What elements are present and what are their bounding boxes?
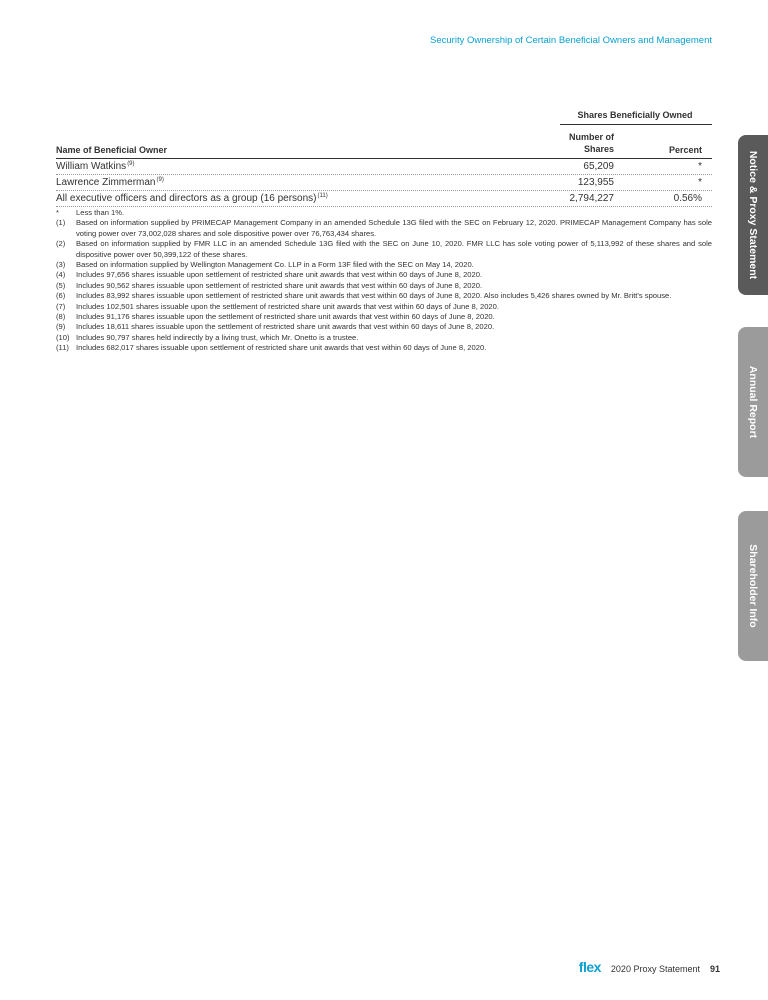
owner-name: [56, 177, 164, 188]
owner-footnote-ref: (9): [127, 161, 135, 167]
footnotes: [56, 208, 712, 354]
page-header-title: Security Ownership of Certain Beneficial Owners and Management: [430, 35, 712, 46]
shares-value: 2,794,227: [569, 193, 614, 204]
percent-value: *: [698, 161, 702, 172]
footnote-text: Less than 1%.: [76, 208, 125, 217]
footnote: [56, 333, 712, 343]
table-row: [56, 191, 712, 207]
side-tab-label: Shareholder Info: [747, 544, 759, 628]
footnote: [56, 343, 712, 353]
footnote-text: Based on information supplied by Wellington Management Co. LLP in a Form 13F filed with the SEC on May 14, 2020.: [76, 260, 474, 270]
footnote: [56, 270, 712, 280]
footnote-mark: (2): [56, 239, 66, 249]
footnote-mark: *: [56, 208, 59, 217]
footnote-text: Includes 102,501 shares issuable upon the settlement of restricted share unit awards that vest within 60 days of June 8, 2020.: [76, 301, 499, 311]
footnote-mark: (3): [56, 260, 66, 270]
group-header: Shares Beneficially Owned: [577, 110, 693, 120]
footnote-mark: (11): [56, 343, 69, 353]
owner-name: [56, 161, 135, 172]
footnote-text: Includes 97,656 shares issuable upon settlement of restricted share unit awards that vest within 60 days of June 8, 2020.: [76, 270, 483, 280]
side-tab-notice-proxy[interactable]: [738, 135, 768, 295]
owner-footnote-ref: (9): [156, 177, 164, 183]
column-headers: [56, 127, 712, 159]
side-tab-label: Notice & Proxy Statement: [747, 150, 759, 280]
footnote: [56, 260, 712, 270]
footnote-mark: (9): [56, 322, 66, 332]
footnote: [56, 239, 712, 260]
footnote: [56, 302, 712, 312]
owner-name-text: Lawrence Zimmerman: [56, 177, 156, 188]
footnote: [56, 291, 712, 301]
side-tab-label: Annual Report: [747, 365, 759, 439]
col-header-shares-line2: Shares: [583, 144, 614, 154]
footnote-mark: (8): [56, 312, 66, 322]
side-tab-annual-report[interactable]: [738, 327, 768, 477]
table-row: [56, 159, 712, 175]
footnote-text: Includes 83,992 shares issuable upon settlement of restricted share unit awards that vest within 60 days of June 8, 2020. Also includes 5,426 shares owned by Mr. Britt's spouse.: [76, 291, 672, 301]
footnote-mark: (1): [56, 218, 66, 228]
owner-footnote-ref: (11): [317, 193, 328, 199]
flex-logo: flex: [578, 959, 601, 975]
owner-name: [56, 193, 328, 204]
table-body: [56, 159, 712, 207]
owner-name-text: All executive officers and directors as a group (16 persons): [56, 193, 317, 204]
table-row: [56, 175, 712, 191]
footnote-mark: (5): [56, 280, 66, 290]
group-header-rule: [560, 124, 712, 125]
footnote: [56, 208, 712, 218]
footnote: [56, 322, 712, 332]
col-header-shares: [569, 131, 614, 155]
footnote-mark: (6): [56, 291, 66, 301]
footnote-mark: (7): [56, 301, 66, 311]
footer-title: 2020 Proxy Statement: [610, 964, 700, 974]
footnote-text: Includes 18,611 shares issuable upon the settlement of restricted share unit awards that vest within 60 days of June 8, 2020.: [76, 322, 495, 332]
footnote-mark: (10): [56, 332, 70, 342]
col-header-percent: Percent: [668, 145, 702, 155]
shares-value: 65,209: [583, 161, 614, 172]
footnote-text: Includes 682,017 shares issuable upon settlement of restricted share unit awards that vest within 60 days of June 8, 2020.: [76, 343, 487, 353]
side-tab-shareholder-info[interactable]: [738, 511, 768, 661]
footnote-text: Includes 90,562 shares issuable upon settlement of restricted share unit awards that vest within 60 days of June 8, 2020.: [76, 280, 483, 290]
footnote: [56, 312, 712, 322]
page-footer: [579, 959, 720, 975]
footnote-text: Based on information supplied by PRIMECAP Management Company in an amended Schedule 13G filed with the SEC on February 12, 2020. PRIMECAP Management Company has sole voting power over 73,002,028 shares and sole dispositive power over 76,763,434 shares.: [76, 218, 712, 238]
footnote: [56, 281, 712, 291]
page-number: 91: [709, 964, 720, 974]
footnote-text: Based on information supplied by FMR LLC in an amended Schedule 13G filed with the SEC on June 10, 2020. FMR LLC has sole voting power of 5,113,992 of these shares and sole dispositive power over 50,399,122 of these shares.: [76, 239, 712, 259]
footnote-text: Includes 91,176 shares issuable upon the settlement of restricted share unit awards that vest within 60 days of June 8, 2020.: [76, 312, 495, 322]
footnote-mark: (4): [56, 270, 66, 280]
percent-value: 0.56%: [673, 193, 702, 204]
col-header-shares-line1: Number of: [569, 132, 614, 142]
owner-name-text: William Watkins: [56, 161, 127, 172]
footnote-text: Includes 90,797 shares held indirectly by a living trust, which Mr. Onetto is a trustee.: [76, 332, 359, 342]
col-header-name: Name of Beneficial Owner: [56, 145, 168, 155]
shares-value: 123,955: [577, 177, 614, 188]
footnote: [56, 218, 712, 239]
percent-value: *: [698, 177, 702, 188]
